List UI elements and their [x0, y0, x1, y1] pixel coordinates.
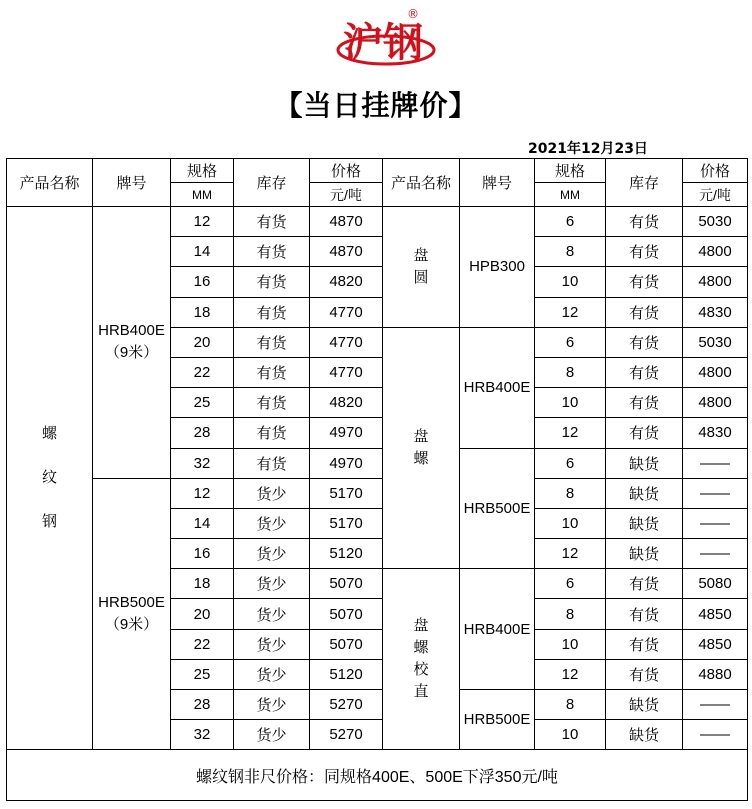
header-spec-right: 规格: [535, 159, 606, 183]
left-spec: 16: [171, 539, 234, 569]
right-stock: 有货: [606, 418, 683, 448]
left-spec: 25: [171, 388, 234, 418]
right-brand: HRB500E: [460, 448, 535, 569]
vertical-char: 螺: [41, 425, 57, 443]
header-brand-right: 牌号: [460, 159, 535, 207]
price-table: [6, 158, 748, 801]
brand-hrb400e-9m: [93, 207, 171, 479]
right-spec: 10: [535, 720, 606, 750]
left-price: 4970: [310, 418, 383, 448]
brand-length: （9米）: [104, 344, 159, 362]
right-stock: 有货: [606, 388, 683, 418]
header-product-right: 产品名称: [383, 159, 460, 207]
header-product: 产品名称: [7, 159, 93, 207]
header-price-right: 价格: [683, 159, 748, 183]
right-spec: 8: [535, 357, 606, 387]
left-spec: 32: [171, 720, 234, 750]
right-price: 4800: [683, 357, 748, 387]
right-spec: 6: [535, 327, 606, 357]
left-price: 4820: [310, 388, 383, 418]
right-stock: 缺货: [606, 539, 683, 569]
left-price: 5070: [310, 629, 383, 659]
left-price: 4770: [310, 297, 383, 327]
price-date: 2021年12月23日: [528, 141, 648, 157]
left-price: 5120: [310, 539, 383, 569]
right-price: 4830: [683, 297, 748, 327]
right-spec: 10: [535, 629, 606, 659]
brand-length: （9米）: [104, 616, 159, 634]
left-price: 4870: [310, 237, 383, 267]
right-brand: HRB400E: [460, 569, 535, 690]
right-price: 5080: [683, 569, 748, 599]
left-spec: 28: [171, 418, 234, 448]
vertical-char: 盘: [413, 617, 429, 635]
logo-text: 沪钢: [343, 19, 423, 66]
vertical-char: 圆: [413, 268, 429, 286]
left-spec: 22: [171, 357, 234, 387]
right-brand: HRB400E: [460, 327, 535, 448]
right-spec: 10: [535, 267, 606, 297]
left-spec: 32: [171, 448, 234, 478]
right-price: ——: [683, 539, 748, 569]
right-spec: 12: [535, 418, 606, 448]
left-price: 5270: [310, 690, 383, 720]
vertical-char: 盘: [413, 428, 429, 445]
left-stock: 有货: [234, 267, 310, 297]
header-price-unit: 元/吨: [310, 183, 383, 207]
logo-graphic: [331, 4, 441, 74]
left-stock: 货少: [234, 629, 310, 659]
right-price: 4830: [683, 418, 748, 448]
right-brand: HPB300: [460, 207, 535, 328]
left-stock: 有货: [234, 418, 310, 448]
right-price: 4880: [683, 659, 748, 689]
right-price: 5030: [683, 327, 748, 357]
header-brand: 牌号: [93, 159, 171, 207]
right-stock: 缺货: [606, 720, 683, 750]
right-stock: 有货: [606, 569, 683, 599]
right-stock: 缺货: [606, 690, 683, 720]
left-price: 4770: [310, 327, 383, 357]
right-product: [383, 569, 460, 750]
left-stock: 货少: [234, 599, 310, 629]
right-stock: 有货: [606, 297, 683, 327]
left-price: 5070: [310, 569, 383, 599]
header-spec: 规格: [171, 159, 234, 183]
table-row: [7, 478, 748, 508]
right-product: [383, 207, 460, 328]
right-spec: 8: [535, 478, 606, 508]
left-price: 4770: [310, 357, 383, 387]
right-price: 4850: [683, 599, 748, 629]
left-price: 5170: [310, 508, 383, 538]
left-spec: 28: [171, 690, 234, 720]
right-spec: 12: [535, 659, 606, 689]
left-spec: 20: [171, 599, 234, 629]
right-stock: 缺货: [606, 478, 683, 508]
vertical-char: 螺: [413, 450, 429, 467]
right-spec: 10: [535, 388, 606, 418]
left-stock: 货少: [234, 508, 310, 538]
left-price: 5120: [310, 659, 383, 689]
left-spec: 22: [171, 629, 234, 659]
product-rebar: [7, 207, 93, 750]
brand-hrb500e-9m: [93, 478, 171, 750]
right-stock: 缺货: [606, 448, 683, 478]
left-spec: 20: [171, 327, 234, 357]
left-spec: 12: [171, 207, 234, 237]
right-price: 4800: [683, 237, 748, 267]
vertical-char: 螺: [413, 639, 429, 657]
right-spec: 6: [535, 448, 606, 478]
left-stock: 货少: [234, 569, 310, 599]
right-price: 4800: [683, 267, 748, 297]
left-stock: 有货: [234, 357, 310, 387]
header-row: [7, 159, 748, 183]
note-row: [7, 750, 748, 801]
right-price: ——: [683, 690, 748, 720]
left-stock: 有货: [234, 327, 310, 357]
right-price: ——: [683, 448, 748, 478]
registered-mark: ®: [407, 7, 419, 21]
right-stock: 有货: [606, 599, 683, 629]
right-stock: 有货: [606, 357, 683, 387]
left-spec: 25: [171, 659, 234, 689]
header-spec-unit: MM: [171, 183, 234, 207]
right-price: ——: [683, 720, 748, 750]
table-row: [7, 207, 748, 237]
left-spec: 14: [171, 508, 234, 538]
right-spec: 8: [535, 690, 606, 720]
left-stock: 货少: [234, 690, 310, 720]
right-price: ——: [683, 508, 748, 538]
right-spec: 6: [535, 207, 606, 237]
vertical-char: 钢: [41, 513, 57, 531]
header-stock-right: 库存: [606, 159, 683, 207]
left-spec: 14: [171, 237, 234, 267]
right-price: 4850: [683, 629, 748, 659]
header-spec-unit-right: MM: [535, 183, 606, 207]
right-stock: 有货: [606, 207, 683, 237]
left-stock: 有货: [234, 388, 310, 418]
right-stock: 缺货: [606, 508, 683, 538]
header-stock: 库存: [234, 159, 310, 207]
left-stock: 有货: [234, 207, 310, 237]
vertical-char: 纹: [41, 469, 57, 487]
right-price: 4800: [683, 388, 748, 418]
right-spec: 10: [535, 508, 606, 538]
brand-line: HRB400E: [98, 322, 165, 340]
right-price: ——: [683, 478, 748, 508]
vertical-char: 盘: [413, 246, 429, 264]
left-price: 5170: [310, 478, 383, 508]
left-stock: 货少: [234, 659, 310, 689]
left-spec: 18: [171, 297, 234, 327]
right-spec: 12: [535, 297, 606, 327]
left-stock: 有货: [234, 448, 310, 478]
left-stock: 货少: [234, 478, 310, 508]
left-price: 5270: [310, 720, 383, 750]
footnote: 螺纹钢非尺价格：同规格400E、500E下浮350元/吨: [7, 750, 748, 801]
header-price-unit-right: 元/吨: [683, 183, 748, 207]
page-title: 【当日挂牌价】: [274, 89, 478, 122]
left-stock: 货少: [234, 539, 310, 569]
right-stock: 有货: [606, 327, 683, 357]
vertical-char: 校: [413, 661, 429, 679]
brand-logo: [331, 4, 441, 74]
left-price: 4970: [310, 448, 383, 478]
right-stock: 有货: [606, 237, 683, 267]
right-product: [383, 327, 460, 569]
right-spec: 8: [535, 599, 606, 629]
right-brand: HRB500E: [460, 690, 535, 750]
left-price: 5070: [310, 599, 383, 629]
brand-line: HRB500E: [98, 594, 165, 612]
right-spec: 6: [535, 569, 606, 599]
right-spec: 8: [535, 237, 606, 267]
left-spec: 12: [171, 478, 234, 508]
right-price: 5030: [683, 207, 748, 237]
left-price: 4820: [310, 267, 383, 297]
header-price: 价格: [310, 159, 383, 183]
left-stock: 有货: [234, 237, 310, 267]
left-spec: 16: [171, 267, 234, 297]
left-stock: 货少: [234, 720, 310, 750]
left-spec: 18: [171, 569, 234, 599]
right-spec: 12: [535, 539, 606, 569]
vertical-char: 直: [413, 683, 429, 701]
right-stock: 有货: [606, 659, 683, 689]
left-stock: 有货: [234, 297, 310, 327]
right-stock: 有货: [606, 629, 683, 659]
right-stock: 有货: [606, 267, 683, 297]
left-price: 4870: [310, 207, 383, 237]
